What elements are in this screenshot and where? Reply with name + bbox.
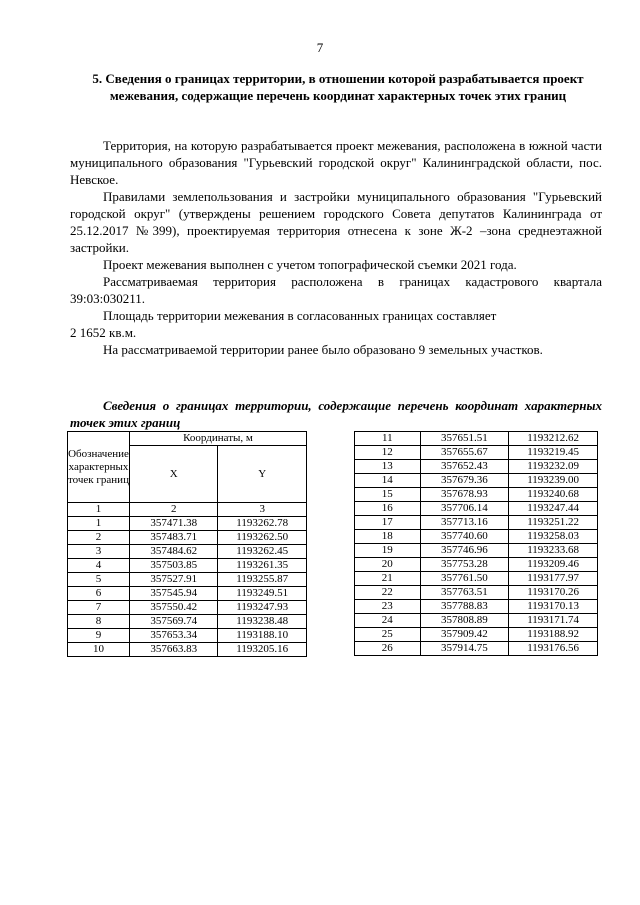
page-number: 7 xyxy=(316,40,324,55)
point-number-cell: 15 xyxy=(355,488,421,502)
point-number-cell: 21 xyxy=(355,572,421,586)
table-caption: Сведения о границах территории, содержащие перечень координат характерных точек этих границ xyxy=(70,398,602,430)
x-coordinate-cell: 357545.94 xyxy=(129,587,217,601)
table-row xyxy=(355,474,598,488)
x-coordinate-cell: 357914.75 xyxy=(420,642,509,656)
x-coordinate-cell: 357652.43 xyxy=(420,460,509,474)
point-number-cell: 6 xyxy=(68,587,130,601)
x-coordinate-cell: 357483.71 xyxy=(129,531,217,545)
y-coordinate-cell: 1193170.26 xyxy=(509,586,598,600)
x-coordinate-cell: 357653.34 xyxy=(129,629,217,643)
table-row xyxy=(355,530,598,544)
paragraph: На рассматриваемой территории ранее было образовано 9 земельных участков. xyxy=(103,342,543,357)
x-coordinate-cell: 357484.62 xyxy=(129,545,217,559)
y-coordinate-cell: 1193240.68 xyxy=(509,488,598,502)
table-row xyxy=(68,545,307,559)
y-coordinate-cell: 1193249.51 xyxy=(218,587,307,601)
table-header-row xyxy=(68,432,307,446)
paragraph: Проект межевания выполнен с учетом топографической съемки 2021 года. xyxy=(103,257,517,272)
table-row xyxy=(68,629,307,643)
x-coordinate-cell: 357678.93 xyxy=(420,488,509,502)
x-coordinate-cell: 357471.38 xyxy=(129,517,217,531)
x-coordinate-cell: 357679.36 xyxy=(420,474,509,488)
paragraph: Правилами землепользования и застройки муниципального образования "Гурьевский городской округ" (утверждены решением городского Совета депутатов Калининграда от 25.12.2017 №399), проектируемая территория отнесена к зоне Ж-2 –зона среднеэтажной застройки. xyxy=(70,189,602,255)
table-row xyxy=(355,488,598,502)
x-coordinate-cell: 357788.83 xyxy=(420,600,509,614)
table-row xyxy=(355,628,598,642)
x-coordinate-cell: 357655.67 xyxy=(420,446,509,460)
x-coordinate-cell: 357763.51 xyxy=(420,586,509,600)
point-header: Обозначение характерных точек границ xyxy=(68,432,130,503)
y-coordinate-cell: 1193239.00 xyxy=(509,474,598,488)
paragraph: Территория, на которую разрабатывается проект межевания, расположена в южной части муниципального образования "Гурьевский городской округ" Калининградской области, пос. Невское. xyxy=(70,138,602,187)
y-coordinate-cell: 1193188.92 xyxy=(509,628,598,642)
y-coordinate-cell: 1193262.78 xyxy=(218,517,307,531)
x-coordinate-cell: 357651.51 xyxy=(420,432,509,446)
y-coordinate-cell: 1193170.13 xyxy=(509,600,598,614)
point-number-cell: 12 xyxy=(355,446,421,460)
y-coordinate-cell: 1193209.46 xyxy=(509,558,598,572)
coords-header: Координаты, м xyxy=(129,432,306,446)
point-number-cell: 20 xyxy=(355,558,421,572)
point-number-cell: 2 xyxy=(68,531,130,545)
point-number-cell: 18 xyxy=(355,530,421,544)
table-row xyxy=(355,572,598,586)
point-number-cell: 1 xyxy=(68,517,130,531)
table-row xyxy=(355,642,598,656)
y-coordinate-cell: 1193255.87 xyxy=(218,573,307,587)
x-coordinate-cell: 357527.91 xyxy=(129,573,217,587)
point-number-cell: 23 xyxy=(355,600,421,614)
coordinates-table-right xyxy=(354,431,598,656)
point-number-cell: 14 xyxy=(355,474,421,488)
y-coordinate-cell: 1193205.16 xyxy=(218,643,307,657)
point-number-cell: 26 xyxy=(355,642,421,656)
x-coordinate-cell: 357740.60 xyxy=(420,530,509,544)
point-number-cell: 10 xyxy=(68,643,130,657)
point-number-cell: 25 xyxy=(355,628,421,642)
table-row xyxy=(355,544,598,558)
point-number-cell: 7 xyxy=(68,601,130,615)
table-row xyxy=(68,517,307,531)
column-number: 2 xyxy=(129,503,217,517)
point-number-cell: 17 xyxy=(355,516,421,530)
table-row xyxy=(355,558,598,572)
y-coordinate-cell: 1193247.44 xyxy=(509,502,598,516)
column-number-row xyxy=(68,503,307,517)
x-coordinate-cell: 357909.42 xyxy=(420,628,509,642)
y-coordinate-cell: 1193233.68 xyxy=(509,544,598,558)
y-coordinate-cell: 1193238.48 xyxy=(218,615,307,629)
point-number-cell: 11 xyxy=(355,432,421,446)
table-row xyxy=(355,460,598,474)
point-number-cell: 9 xyxy=(68,629,130,643)
y-coordinate-cell: 1193177.97 xyxy=(509,572,598,586)
section-heading: 5. Сведения о границах территории, в отношении которой разрабатывается проект межевания, содержащие перечень координат характерных точек этих границ xyxy=(92,71,584,103)
x-coordinate-cell: 357761.50 xyxy=(420,572,509,586)
table-row xyxy=(355,614,598,628)
y-coordinate-cell: 1193232.09 xyxy=(509,460,598,474)
y-coordinate-cell: 1193176.56 xyxy=(509,642,598,656)
x-coordinate-cell: 357808.89 xyxy=(420,614,509,628)
point-number-cell: 13 xyxy=(355,460,421,474)
x-header: X xyxy=(129,446,217,503)
table-row xyxy=(68,573,307,587)
paragraph: 2 1652 кв.м. xyxy=(70,325,137,340)
table-row xyxy=(68,601,307,615)
table-row xyxy=(355,432,598,446)
table-row xyxy=(355,446,598,460)
y-coordinate-cell: 1193262.45 xyxy=(218,545,307,559)
x-coordinate-cell: 357550.42 xyxy=(129,601,217,615)
y-coordinate-cell: 1193262.50 xyxy=(218,531,307,545)
x-coordinate-cell: 357706.14 xyxy=(420,502,509,516)
coordinates-table-left xyxy=(67,431,307,657)
table-row xyxy=(68,587,307,601)
table-row xyxy=(68,559,307,573)
x-coordinate-cell: 357753.28 xyxy=(420,558,509,572)
y-coordinate-cell: 1193247.93 xyxy=(218,601,307,615)
x-coordinate-cell: 357503.85 xyxy=(129,559,217,573)
y-coordinate-cell: 1193258.03 xyxy=(509,530,598,544)
y-header: Y xyxy=(218,446,307,503)
point-number-cell: 16 xyxy=(355,502,421,516)
point-number-cell: 8 xyxy=(68,615,130,629)
paragraph: Площадь территории межевания в согласованных границах составляет xyxy=(103,308,497,323)
x-coordinate-cell: 357569.74 xyxy=(129,615,217,629)
x-coordinate-cell: 357713.16 xyxy=(420,516,509,530)
body-text xyxy=(70,137,602,358)
table-row xyxy=(355,600,598,614)
y-coordinate-cell: 1193212.62 xyxy=(509,432,598,446)
column-number: 1 xyxy=(68,503,130,517)
point-number-cell: 3 xyxy=(68,545,130,559)
y-coordinate-cell: 1193261.35 xyxy=(218,559,307,573)
table-row xyxy=(355,516,598,530)
table-row xyxy=(68,615,307,629)
x-coordinate-cell: 357746.96 xyxy=(420,544,509,558)
table-row xyxy=(68,531,307,545)
point-number-cell: 22 xyxy=(355,586,421,600)
y-coordinate-cell: 1193188.10 xyxy=(218,629,307,643)
point-number-cell: 5 xyxy=(68,573,130,587)
point-number-cell: 24 xyxy=(355,614,421,628)
y-coordinate-cell: 1193219.45 xyxy=(509,446,598,460)
table-row xyxy=(355,586,598,600)
y-coordinate-cell: 1193251.22 xyxy=(509,516,598,530)
x-coordinate-cell: 357663.83 xyxy=(129,643,217,657)
table-row xyxy=(355,502,598,516)
column-number: 3 xyxy=(218,503,307,517)
point-number-cell: 4 xyxy=(68,559,130,573)
point-number-cell: 19 xyxy=(355,544,421,558)
table-row xyxy=(68,643,307,657)
y-coordinate-cell: 1193171.74 xyxy=(509,614,598,628)
paragraph: Рассматриваемая территория расположена в границах кадастрового квартала 39:03:030211. xyxy=(70,274,602,306)
